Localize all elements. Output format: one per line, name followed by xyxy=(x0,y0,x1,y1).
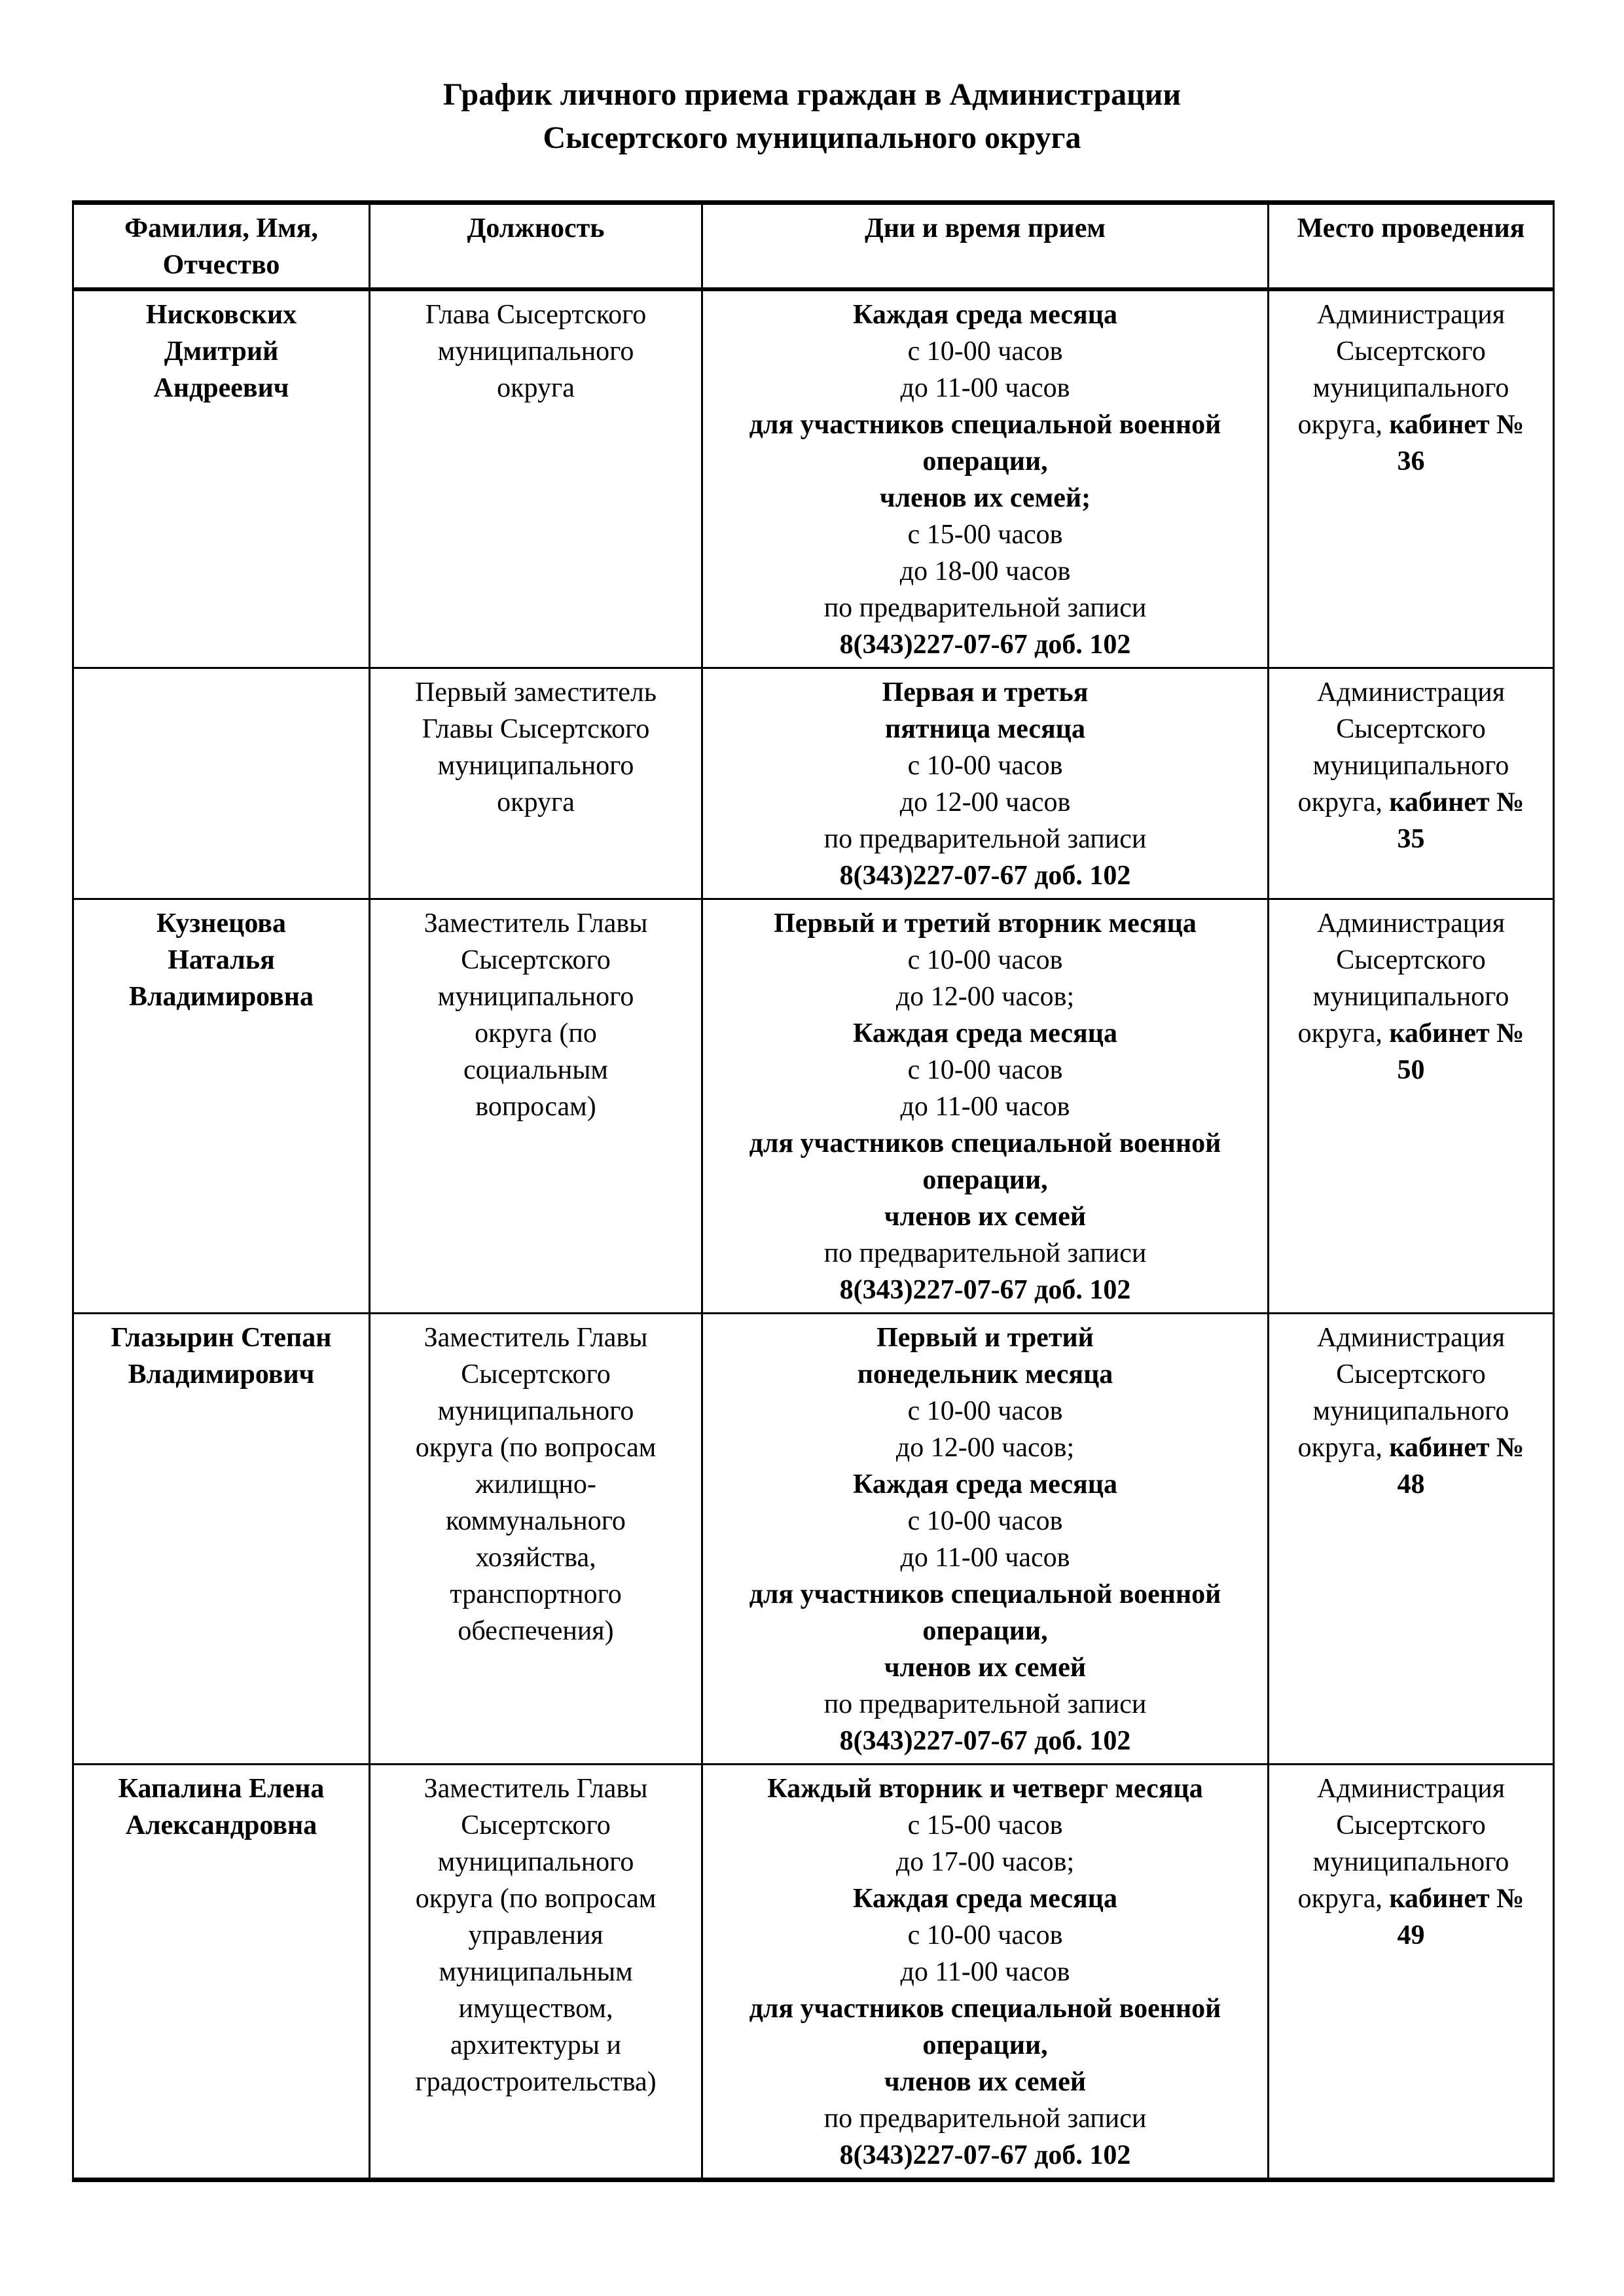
text-line: муниципального xyxy=(1312,373,1509,403)
text-line: Сысертского xyxy=(1336,714,1486,744)
text-line: до 11-00 часов xyxy=(900,373,1070,403)
document-title-line-1: График личного приема граждан в Администрации xyxy=(442,77,1182,112)
text-line: муниципального xyxy=(1312,751,1509,781)
name-cell xyxy=(73,899,370,1314)
table-row xyxy=(73,899,1554,1314)
text-line: Сысертского xyxy=(461,1810,611,1840)
position-cell xyxy=(370,289,702,668)
text-line: с 10-00 часов xyxy=(907,945,1063,975)
text-line: округа xyxy=(497,373,575,403)
text-line: членов их семей xyxy=(884,2067,1087,2097)
text-line: округа, кабинет № xyxy=(1297,787,1525,817)
location-cell xyxy=(1269,899,1554,1314)
text-line: для участников специальной военной xyxy=(749,1579,1221,1609)
text-line: для участников специальной военной xyxy=(749,1128,1221,1158)
table-body xyxy=(73,289,1554,2180)
text-line: операции, xyxy=(922,2030,1048,2060)
text-line: членов их семей; xyxy=(879,483,1091,513)
text-line: Сысертского xyxy=(1336,1359,1486,1390)
text-line: по предварительной записи xyxy=(823,2104,1147,2134)
text-line: Первый заместитель xyxy=(414,677,657,708)
document-title xyxy=(0,0,1624,160)
text-line: 35 xyxy=(1397,824,1425,854)
text-line: Первая и третья xyxy=(882,677,1089,708)
location-cell xyxy=(1269,1765,1554,2180)
text-line: муниципального xyxy=(437,982,634,1012)
text-line: имуществом, xyxy=(458,1994,613,2024)
text-line: для участников специальной военной xyxy=(749,1994,1221,2024)
text-line: Сысертского xyxy=(461,1359,611,1390)
text-line: 8(343)227-07-67 доб. 102 xyxy=(839,861,1131,891)
schedule-cell xyxy=(702,289,1269,668)
text-line: Дмитрий xyxy=(164,336,279,367)
text-line: по предварительной записи xyxy=(823,824,1147,854)
text-line: округа, кабинет № xyxy=(1297,1884,1525,1914)
text-line: Андреевич xyxy=(153,373,289,403)
text-line: Администрация xyxy=(1316,1323,1506,1353)
text-line: вопросам) xyxy=(475,1092,596,1122)
text-line: округа (по вопросам xyxy=(415,1884,657,1914)
name-cell xyxy=(73,289,370,668)
text-line: 48 xyxy=(1397,1469,1425,1499)
text-line: Владимировна xyxy=(128,982,314,1012)
text-line: операции, xyxy=(922,1616,1048,1646)
schedule-cell xyxy=(702,1765,1269,2180)
text-line: социальным xyxy=(463,1055,608,1085)
column-header-name: Фамилия, Имя, Отчество xyxy=(73,203,370,290)
text-line: Заместитель Главы xyxy=(424,1774,648,1804)
text-line: округа, кабинет № xyxy=(1297,1018,1525,1049)
text-line: Первый и третий xyxy=(876,1323,1094,1353)
text-line: Кузнецова xyxy=(156,908,286,939)
location-cell xyxy=(1269,1314,1554,1765)
text-line: жилищно- xyxy=(475,1469,596,1499)
text-line: с 10-00 часов xyxy=(907,336,1063,367)
text-line: муниципального xyxy=(437,1396,634,1426)
text-line: муниципального xyxy=(1312,982,1509,1012)
text-line: Администрация xyxy=(1316,677,1506,708)
text-line: членов их семей xyxy=(884,1653,1087,1683)
text-line: муниципального xyxy=(437,751,634,781)
text-line: операции, xyxy=(922,446,1048,476)
text-line: с 15-00 часов xyxy=(907,520,1063,550)
text-line: градостроительства) xyxy=(415,2067,657,2097)
position-cell xyxy=(370,668,702,899)
text-line: членов их семей xyxy=(884,1202,1087,1232)
text-line: округа (по xyxy=(475,1018,597,1049)
text-line: муниципальным xyxy=(439,1957,633,1987)
text-line: Заместитель Главы xyxy=(424,1323,648,1353)
text-line: Александровна xyxy=(125,1810,317,1840)
text-line: Нисковских xyxy=(145,300,297,330)
text-line: до 12-00 часов xyxy=(899,787,1071,817)
table-row xyxy=(73,668,1554,899)
text-line: с 10-00 часов xyxy=(907,1055,1063,1085)
text-line: муниципального xyxy=(437,1847,634,1877)
text-line: муниципального xyxy=(1312,1847,1509,1877)
text-line: с 10-00 часов xyxy=(907,751,1063,781)
text-line: Глава Сысертского xyxy=(425,300,647,330)
text-line: округа (по вопросам xyxy=(415,1433,657,1463)
table-row xyxy=(73,1314,1554,1765)
position-cell xyxy=(370,1765,702,2180)
position-cell xyxy=(370,1314,702,1765)
text-line: Первый и третий вторник месяца xyxy=(774,908,1197,939)
text-line: обеспечения) xyxy=(458,1616,614,1646)
text-line: управления xyxy=(468,1920,604,1950)
schedule-cell xyxy=(702,1314,1269,1765)
text-line: Наталья xyxy=(168,945,275,975)
text-line: 8(343)227-07-67 доб. 102 xyxy=(839,1275,1131,1305)
text-line: до 12-00 часов; xyxy=(895,1433,1075,1463)
text-line: с 10-00 часов xyxy=(907,1506,1063,1536)
schedule-cell xyxy=(702,899,1269,1314)
text-line: архитектуры и xyxy=(450,2030,621,2060)
text-line: Администрация xyxy=(1316,300,1506,330)
text-line: до 11-00 часов xyxy=(900,1957,1070,1987)
text-line: Сысертского xyxy=(1336,945,1486,975)
column-header-position: Должность xyxy=(370,203,702,290)
text-line: Заместитель Главы xyxy=(424,908,648,939)
text-line: округа, кабинет № xyxy=(1297,410,1525,440)
document-title-line-2: Сысертского муниципального округа xyxy=(543,120,1081,155)
table-row xyxy=(73,1765,1554,2180)
column-header-schedule: Дни и время прием xyxy=(702,203,1269,290)
text-line: хозяйства, xyxy=(475,1543,596,1573)
text-line: для участников специальной военной xyxy=(749,410,1221,440)
header-row xyxy=(73,203,1554,290)
text-line: Каждая среда месяца xyxy=(853,1018,1117,1049)
text-line: до 17-00 часов; xyxy=(895,1847,1075,1877)
text-line: Владимирович xyxy=(128,1359,315,1390)
text-line: до 11-00 часов xyxy=(900,1092,1070,1122)
text-line: по предварительной записи xyxy=(823,1689,1147,1719)
text-line: с 10-00 часов xyxy=(907,1920,1063,1950)
text-line: муниципального xyxy=(437,336,634,367)
text-line: Главы Сысертского xyxy=(422,714,650,744)
reception-schedule-table xyxy=(72,200,1555,2182)
text-line: 50 xyxy=(1397,1055,1425,1085)
table-row xyxy=(73,289,1554,668)
text-line: Каждая среда месяца xyxy=(853,1469,1117,1499)
text-line: Администрация xyxy=(1316,1774,1506,1804)
text-line: операции, xyxy=(922,1165,1048,1195)
schedule-cell xyxy=(702,668,1269,899)
text-line: Капалина Елена xyxy=(118,1774,325,1804)
text-line: 49 xyxy=(1397,1920,1425,1950)
text-line: коммунального xyxy=(446,1506,626,1536)
location-cell xyxy=(1269,668,1554,899)
text-line: 36 xyxy=(1397,446,1425,476)
text-line: до 18-00 часов xyxy=(899,556,1071,586)
text-line: муниципального xyxy=(1312,1396,1509,1426)
text-line: 8(343)227-07-67 доб. 102 xyxy=(839,2140,1131,2170)
text-line: 8(343)227-07-67 доб. 102 xyxy=(839,1726,1131,1756)
text-line: по предварительной записи xyxy=(823,593,1147,623)
text-line: с 10-00 часов xyxy=(907,1396,1063,1426)
text-line: транспортного xyxy=(450,1579,622,1609)
text-line: Сысертского xyxy=(461,945,611,975)
text-line: по предварительной записи xyxy=(823,1238,1147,1268)
text-line: пятница месяца xyxy=(885,714,1085,744)
name-cell xyxy=(73,1314,370,1765)
name-cell xyxy=(73,668,370,899)
text-line: до 12-00 часов; xyxy=(895,982,1075,1012)
text-line: понедельник месяца xyxy=(857,1359,1113,1390)
text-line: Администрация xyxy=(1316,908,1506,939)
text-line: Сысертского xyxy=(1336,1810,1486,1840)
text-line: Каждая среда месяца xyxy=(853,1884,1117,1914)
text-line: округа xyxy=(497,787,575,817)
column-header-location: Место проведения xyxy=(1269,203,1554,290)
text-line: Глазырин Степан xyxy=(111,1323,332,1353)
text-line: округа, кабинет № xyxy=(1297,1433,1525,1463)
table-header xyxy=(73,203,1554,290)
text-line: до 11-00 часов xyxy=(900,1543,1070,1573)
location-cell xyxy=(1269,289,1554,668)
name-cell xyxy=(73,1765,370,2180)
position-cell xyxy=(370,899,702,1314)
text-line: Сысертского xyxy=(1336,336,1486,367)
text-line: Каждая среда месяца xyxy=(853,300,1117,330)
text-line: Каждый вторник и четверг месяца xyxy=(767,1774,1203,1804)
text-line: 8(343)227-07-67 доб. 102 xyxy=(839,630,1131,660)
text-line: с 15-00 часов xyxy=(907,1810,1063,1840)
